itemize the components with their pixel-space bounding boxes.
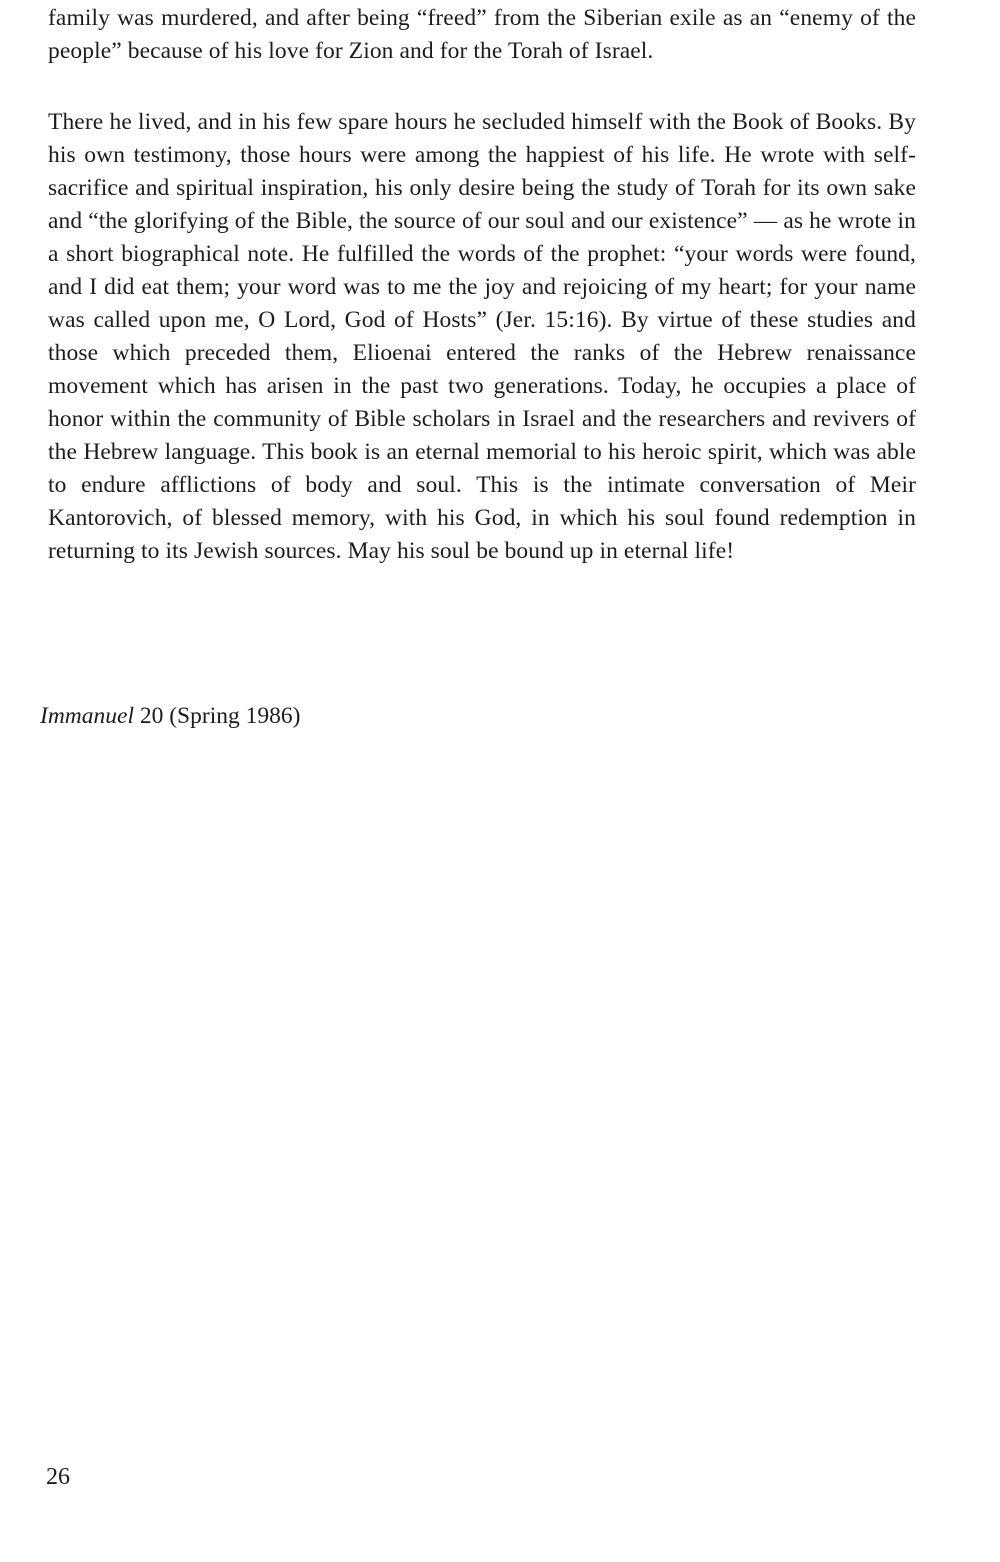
citation xyxy=(40,700,300,733)
citation-journal: Immanuel xyxy=(40,703,134,729)
paragraph-continued: family was murdered, and after being “freed” from the Siberian exile as an “enemy of the people” because of his love for Zion and for the Torah of Israel. xyxy=(48,5,916,64)
page-number: 26 xyxy=(46,1464,70,1490)
citation-issue: 20 (Spring 1986) xyxy=(133,703,301,729)
paragraph-main: There he lived, and in his few spare hours he secluded himself with the Book of Books. By his own testimony, those hours were among the happiest of his life. He wrote with self-sacrifice and spiritual inspiration, his only desire being the study of Torah for its own sake and “the glorifying of the Bible, the source of our soul and our existence” — as he wrote in a short biographical note. He fulfilled the words of the prophet: “your words were found, and I did eat them; your word was to me the joy and rejoicing of my heart; for your name was called upon me, O Lord, God of Hosts” (Jer. 15:16). By virtue of these studies and those which preceded them, Elioenai entered the ranks of the Hebrew renaissance movement which has arisen in the past two generations. Today, he occupies a place of honor within the community of Bible scholars in Israel and the researchers and revivers of the Hebrew language. This book is an eternal memorial to his heroic spirit, which was able to endure afflictions of body and soul. This is the intimate conversation of Meir Kantorovich, of blessed memory, with his God, in which his soul found redemption in returning to its Jewish sources. May his soul be bound up in eternal life! xyxy=(48,109,916,564)
